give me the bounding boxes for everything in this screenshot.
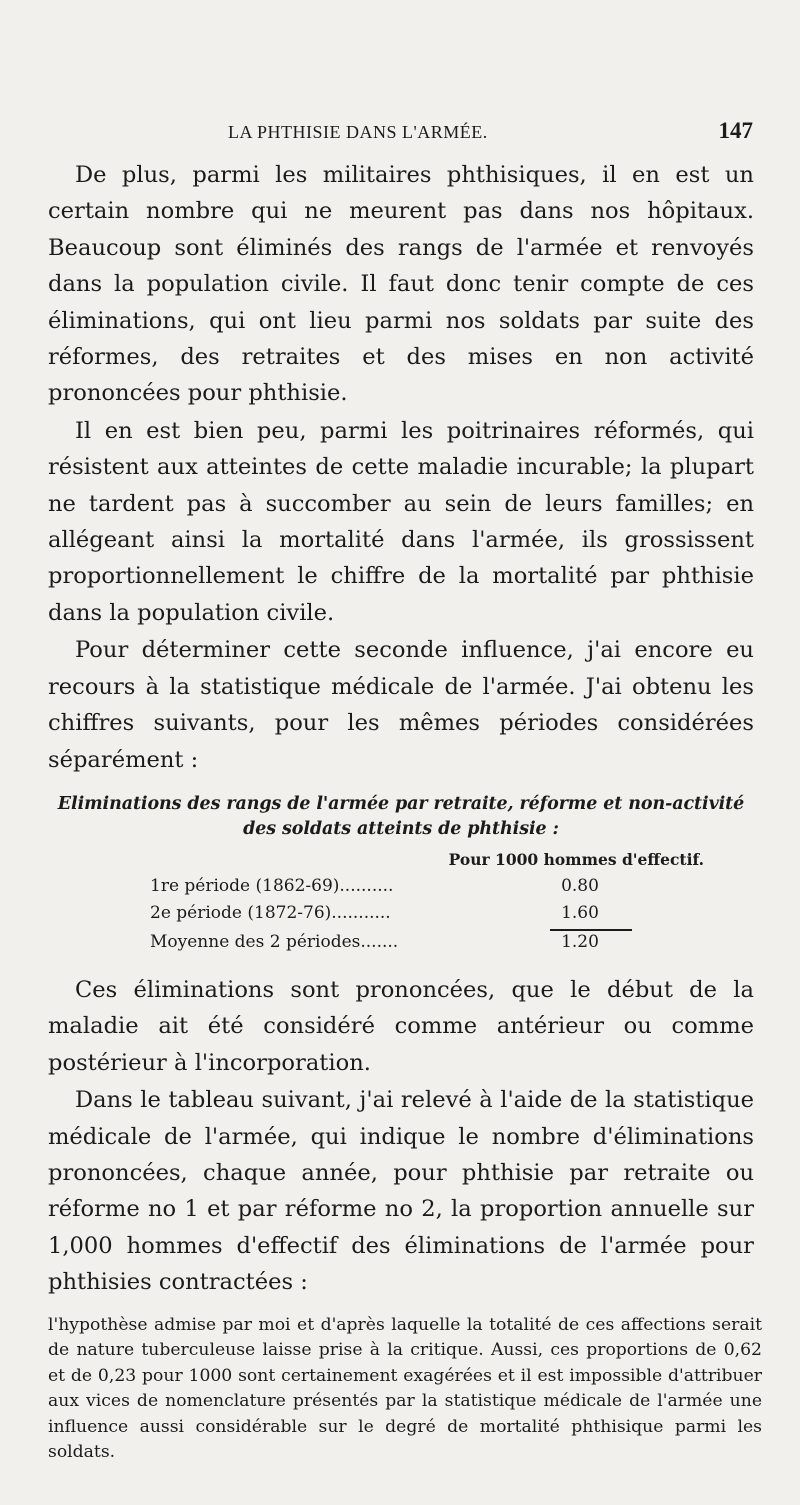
page-header [228,118,753,144]
statistics-table [48,850,754,962]
row-label: 2e période (1872-76)........... [150,902,391,923]
row-value: 1.20 [561,931,599,952]
row-label: 1re période (1862-69).......... [150,875,394,896]
table-caption: Eliminations des rangs de l'armée par retraite, réforme et non-activité des soldats atteints de phthisie : [57,793,745,839]
running-title: LA PHTHISIE DANS L'ARMÉE. [228,122,488,142]
row-value: 1.60 [561,902,599,923]
row-label: Moyenne des 2 périodes....... [150,931,399,952]
paragraph-4: Ces éliminations sont prononcées, que le début de la maladie ait été considéré comme antérieur ou comme postérieur à l'incorporation. [48,976,754,1076]
paragraph-1: De plus, parmi les militaires phthisiques, il en est un certain nombre qui ne meurent pas dans nos hôpitaux. Beaucoup sont éliminés des rangs de l'armée et renvoyés dans la population civile. Il faut donc tenir compte de ces éliminations, qui ont lieu parmi nos soldats par suite des réformes, des retraites et des mises en non activité prononcées pour phthisie. [48,162,754,407]
footnote: l'hypothèse admise par moi et d'après laquelle la totalité de ces affections serait de nature tuberculeuse laisse prise à la critique. Aussi, ces proportions de 0,62 et de 0,23 pour 1000 sont certainement exagérées et il est impossible d'attribuer aux vices de nomenclature présentés par la statistique médicale de l'armée une influence aussi considérable sur le degré de mortalité phthisique parmi les soldats. [48,1315,762,1463]
main-text [48,157,754,1301]
table-row [150,903,610,923]
paragraph-2: Il en est bien peu, parmi les poitrinaires réformés, qui résistent aux atteintes de cette maladie incurable; la plupart ne tardent pas à succomber au sein de leurs familles; en allégeant ainsi la mortalité dans l'armée, ils grossissent proportionnellement le chiffre de la mortalité par phthisie dans la population civile. [48,417,754,626]
table-row [150,876,610,896]
paragraph-5: Dans le tableau suivant, j'ai relevé à l'aide de la statistique médicale de l'armée, qui indique le nombre d'éliminations prononcées, chaque année, pour phthisie par retraite ou réforme no 1 et par réforme no 2, la proportion annuelle sur 1,000 hommes d'effectif des éliminations de l'armée pour phthisies contractées : [48,1087,754,1296]
sum-rule [550,929,632,931]
table-row [150,932,610,952]
unit-header: Pour 1000 hommes d'effectif. [448,849,704,869]
row-value: 0.80 [561,875,599,896]
paragraph-3: Pour déterminer cette seconde influence, j'ai encore eu recours à la statistique médicale de l'armée. J'ai obtenu les chiffres suivants, pour les mêmes périodes considérées séparément : [48,637,754,773]
page-number: 147 [718,118,753,143]
